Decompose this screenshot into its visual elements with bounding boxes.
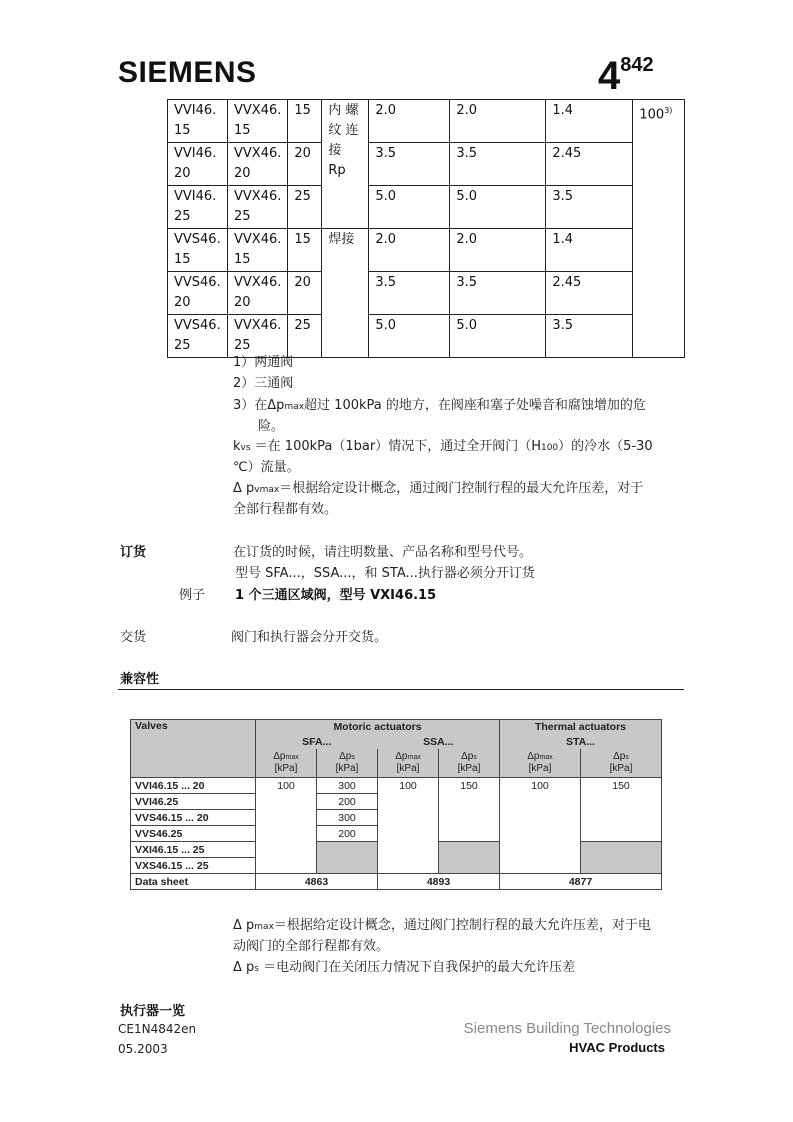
table-cell: 25 [288,186,322,229]
table-row [168,272,685,315]
footer-company: Siemens Building Technologies [463,1020,671,1037]
table-cell: 3.5 [369,143,450,186]
dp-sub: max [285,754,299,762]
ps-label: Δp [339,751,352,763]
table-cell: 3.5 [546,186,633,229]
kvs-definition-cont: ℃）流量。 [233,460,300,475]
sta-header: STA... [500,735,662,749]
connection-thread-cell: 内 螺 纹 连 接 Rp [322,100,369,229]
empty-cell [500,810,581,826]
dps-sub: s [254,964,259,974]
last-column-value: 100 [639,107,665,123]
ps-sub: s [473,754,477,762]
dp-label: Δp [527,751,540,763]
dp-label: Δp [273,751,286,763]
sfa-ps-cell: 200 [317,826,378,842]
valves-header: Valves [131,720,256,778]
table-cell: VVX46. 15 [228,100,288,143]
table-cell: 3.5 [450,272,546,315]
empty-cell [439,826,500,842]
table-row [131,778,662,794]
empty-cell [439,810,500,826]
not-compatible-cell [581,842,662,858]
table-row [131,842,662,858]
last-column-cell [633,100,685,358]
table-cell: 3.5 [546,315,633,358]
footer-doc-code: CE1N4842en [118,1022,197,1036]
sfa-ps-cell: 200 [317,794,378,810]
dpmax-part: ＝根据给定设计概念，通过阀门控制行程的最大允许压差，对于电 [273,918,651,933]
table-cell: 15 [288,229,322,272]
example-label: 例子 [179,588,206,603]
kvs-part: k [233,439,241,454]
document-number [598,56,654,96]
table-cell: 15 [288,100,322,143]
dpvmax-definition [233,478,683,501]
empty-cell [439,794,500,810]
empty-cell [378,794,439,810]
table-cell: VVS46. 20 [168,272,228,315]
empty-cell [378,826,439,842]
table-cell: 2.45 [546,143,633,186]
empty-cell [256,858,317,874]
table-cell: 1.4 [546,100,633,143]
empty-cell [378,858,439,874]
footnote-3-cont: 险。 [258,419,285,434]
empty-cell [256,842,317,858]
sta-dp-cell: 100 [500,778,581,794]
table-row [131,858,662,874]
footnote-3-part: 超过 100kPa 的地方，在阀座和塞子处噪音和腐蚀增加的危 [304,398,646,413]
compatibility-table [130,719,662,890]
valve-cell: VVS46.25 [131,826,256,842]
table-cell: VVX46. 25 [228,315,288,358]
empty-cell [581,794,662,810]
dpmax-definition-cont: 动阀门的全部行程都有效。 [233,939,390,954]
table-row [168,186,685,229]
table-cell: 2.45 [546,272,633,315]
table-row [168,100,685,143]
table-cell: 3.5 [369,272,450,315]
footnote-ref: 3) [664,106,673,115]
ssa-dp-cell: 100 [378,778,439,794]
table-cell: 2.0 [450,100,546,143]
table-cell: VVX46. 20 [228,272,288,315]
not-compatible-cell [439,842,500,858]
datasheet-sta: 4877 [500,874,662,890]
table-cell: VVI46. 20 [168,143,228,186]
order-line-2: 型号 SFA...，SSA...，和 STA...执行器必须分开订货 [235,566,535,581]
empty-cell [378,842,439,858]
sfa-ps-cell: 300 [317,810,378,826]
thermal-header: Thermal actuators [500,720,662,735]
dpmax-definition [233,915,683,938]
table-cell: 2.0 [369,100,450,143]
dpmax-sub: max [254,922,274,932]
table-cell: 1.4 [546,229,633,272]
empty-cell [581,810,662,826]
datasheet-sfa: 4863 [256,874,378,890]
table-cell: 25 [288,315,322,358]
sfa-dp-cell: 100 [256,778,317,794]
table-cell: VVX46. 20 [228,143,288,186]
unit-label: [kPa] [457,763,481,775]
example-text: 1 个三通区域阀，型号 VXI46.15 [235,588,437,603]
empty-cell [256,794,317,810]
empty-cell [256,826,317,842]
dps-definition [233,957,683,980]
table-cell: VVS46. 25 [168,315,228,358]
table-row [131,810,662,826]
dpmax-part: Δ p [233,918,255,933]
sfa-dpmax-header [256,749,317,778]
valve-cell: VVS46.15 ... 20 [131,810,256,826]
table-cell: 3.5 [450,143,546,186]
valve-cell: VXI46.15 ... 25 [131,842,256,858]
ps-label: Δp [461,751,474,763]
table-cell: VVI46. 25 [168,186,228,229]
not-compatible-cell [439,858,500,874]
order-heading: 订货 [120,545,147,560]
unit-label: [kPa] [528,763,552,775]
ssa-header: SSA... [378,735,500,749]
footer-date: 05.2003 [118,1042,168,1056]
dpv-part: Δ p [233,481,255,496]
sta-ps-header [581,749,662,778]
table-cell: 5.0 [369,315,450,358]
valve-cell: VXS46.15 ... 25 [131,858,256,874]
order-line-1: 在订货的时候，请注明数量、产品名称和型号代号。 [233,545,533,560]
dps-part: Δ p [233,960,255,975]
dp-sub: max [539,754,553,762]
kvs-sub: vs [240,443,251,453]
dpv-sub: vmax [254,485,280,495]
table-row [168,143,685,186]
table-row [131,826,662,842]
sfa-header: SFA... [256,735,378,749]
connection-weld-cell: 焊接 [322,229,369,358]
dps-part: ＝电动阀门在关闭压力情况下自我保护的最大允许压差 [258,960,576,975]
table-cell: VVX46. 25 [228,186,288,229]
unit-label: [kPa] [335,763,359,775]
empty-cell [581,826,662,842]
footnote-2: 2）三通阀 [233,376,294,391]
motoric-header: Motoric actuators [256,720,500,735]
table-cell: 2.0 [450,229,546,272]
table-cell: 5.0 [450,186,546,229]
siemens-logo: SIEMENS [118,56,257,89]
table-cell: VVS46. 15 [168,229,228,272]
dp-sub: max [407,754,421,762]
footnote-3-part: 3）在Δ [233,398,277,413]
table-cell: VVI46. 15 [168,100,228,143]
valve-cell: VVI46.25 [131,794,256,810]
delivery-heading: 交货 [120,630,147,645]
table-cell: 5.0 [369,186,450,229]
table-header-row [131,720,662,735]
dp-label: Δp [395,751,408,763]
ps-sub: s [625,754,629,762]
empty-cell [378,810,439,826]
sta-ps-cell: 150 [581,778,662,794]
unit-label: [kPa] [396,763,420,775]
kvs-part: ＝在 100kPa（1bar）情况下，通过全开阀门（H [250,439,541,454]
footnote-3-part: p [276,398,285,413]
sfa-ps-cell: 300 [317,778,378,794]
footnote-3-sub: max [284,402,305,412]
table-cell: VVX46. 15 [228,229,288,272]
table-row [131,874,662,890]
kvs-sub: 100 [540,443,559,453]
datasheet-ssa: 4893 [378,874,500,890]
empty-cell [500,842,581,858]
footnote-1: 1）两通阀 [233,355,294,370]
table-cell: 2.0 [369,229,450,272]
ps-label: Δp [613,751,626,763]
ssa-ps-cell: 150 [439,778,500,794]
table-cell: 20 [288,143,322,186]
ssa-dpmax-header [378,749,439,778]
unit-label: [kPa] [609,763,633,775]
empty-cell [500,794,581,810]
datasheet-label: Data sheet [131,874,256,890]
table-row [168,229,685,272]
valve-kvs-table [167,99,685,358]
table-cell: 5.0 [450,315,546,358]
empty-cell [500,858,581,874]
section-divider [118,689,684,690]
sfa-ps-header [317,749,378,778]
doc-number-sup: 842 [620,54,654,76]
table-row [131,794,662,810]
delivery-text: 阀门和执行器会分开交货。 [231,630,388,645]
dpvmax-definition-cont: 全部行程都有效。 [233,502,338,517]
compatibility-heading: 兼容性 [120,672,160,687]
kvs-definition [233,436,683,459]
ps-sub: s [351,754,355,762]
sta-dpmax-header [500,749,581,778]
actuator-overview-heading: 执行器一览 [120,1004,186,1019]
ssa-ps-header [439,749,500,778]
doc-number-main: 4 [598,54,621,98]
not-compatible-cell [317,842,378,858]
dpv-part: ＝根据给定设计概念，通过阀门控制行程的最大允许压差，对于 [279,481,644,496]
unit-label: [kPa] [274,763,298,775]
table-cell: 20 [288,272,322,315]
not-compatible-cell [581,858,662,874]
footer-division: HVAC Products [569,1040,665,1055]
kvs-part: ）的冷水（5-30 [558,439,653,454]
empty-cell [500,826,581,842]
footnote-3 [233,395,678,418]
not-compatible-cell [317,858,378,874]
valve-cell: VVI46.15 ... 20 [131,778,256,794]
empty-cell [256,810,317,826]
